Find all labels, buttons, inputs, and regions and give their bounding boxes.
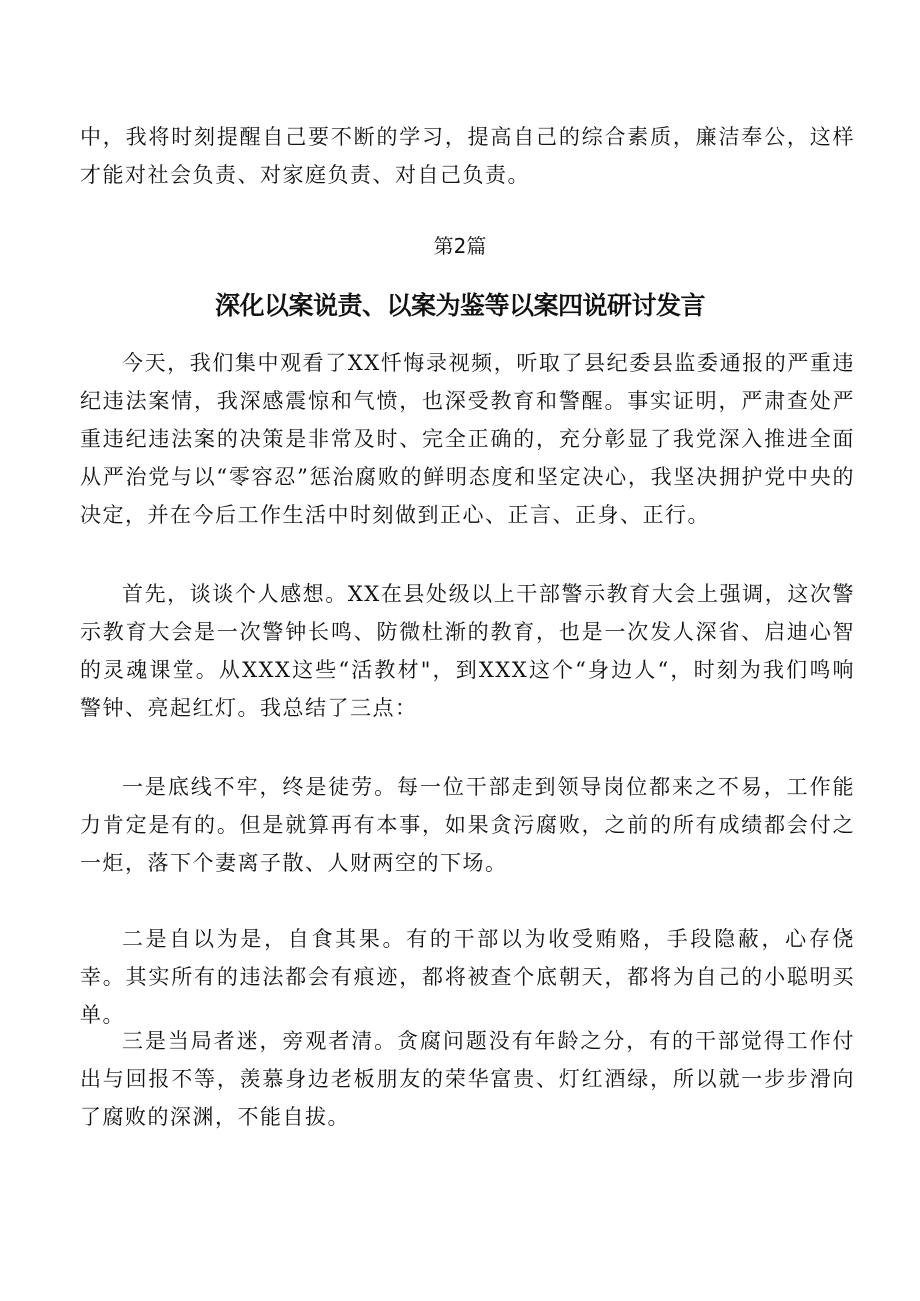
section-label: 第2篇 (433, 234, 487, 258)
body-paragraph-4: 二是自以为是，自食其果。有的干部以为收受贿赂，手段隐蔽，心存侥幸。其实所有的违法都会有痕迹，都将被查个底朝天，都将为自己的小聪明买单。 (80, 927, 855, 1027)
body-paragraph-1: 今天，我们集中观看了XX忏悔录视频，听取了县纪委县监委通报的严重违纪违法案情，我深感震惊和气愤，也深受教育和警醒。事实证明，严肃查处严重违纪违法案的决策是非常及时、完全正确的，充分彰显了我党深入推进全面从严治党与以“零容忍”惩治腐败的鲜明态度和坚定决心，我坚决拥护党中央的决定，并在今后工作生活中时刻做到正心、正言、正身、正行。 (80, 351, 855, 527)
body-paragraph-2: 首先，谈谈个人感想。XX在县处级以上干部警示教育大会上强调，这次警示教育大会是一次警钟长鸣、防微杜渐的教育，也是一次发人深省、启迪心智的灵魂课堂。从XXX这些“活教材"，到XXX这个“身边人“，时刻为我们鸣响警钟、亮起红灯。我总结了三点： (80, 582, 855, 720)
document-title: 深化以案说责、以案为鉴等以案四说研讨发言 (214, 291, 705, 320)
continuation-paragraph: 中，我将时刻提醒自己要不断的学习，提高自己的综合素质，廉洁奉公，这样才能对社会负责、对家庭负责、对自己负责。 (80, 125, 855, 187)
body-paragraph-3: 一是底线不牢，终是徒劳。每一位干部走到领导岗位都来之不易，工作能力肯定是有的。但是就算再有本事，如果贪污腐败，之前的所有成绩都会付之一炬，落下个妻离子散、人财两空的下场。 (80, 775, 855, 875)
body-paragraph-5: 三是当局者迷，旁观者清。贪腐问题没有年龄之分，有的干部觉得工作付出与回报不等，羡慕身边老板朋友的荣华富贵、灯红酒绿，所以就一步步滑向了腐败的深渊，不能自拔。 (80, 1029, 855, 1129)
